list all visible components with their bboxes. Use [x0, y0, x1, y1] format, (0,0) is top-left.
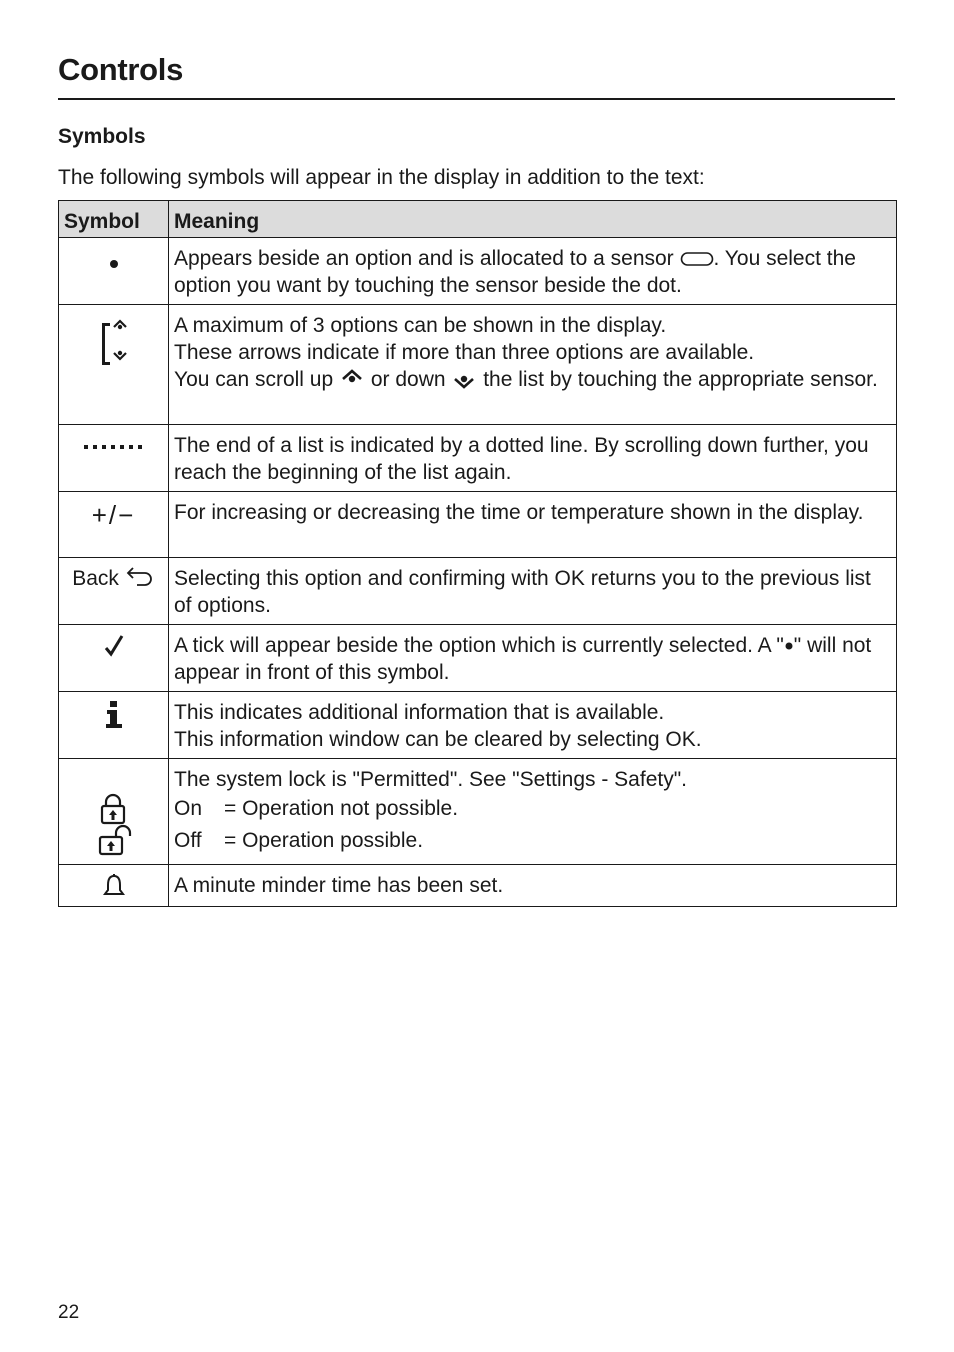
table-row	[59, 492, 897, 558]
table-header-row	[59, 201, 897, 238]
option-key: On	[174, 797, 203, 820]
table-row	[59, 865, 897, 907]
meaning-cell: For increasing or decreasing the time or temperature shown in the display.	[169, 492, 897, 558]
meaning-cell	[169, 759, 897, 865]
tick-icon	[103, 633, 125, 659]
meaning-cell	[169, 238, 897, 305]
meaning-cell: The end of a list is indicated by a dotted line. By scrolling down further, you reach the beginning of the list again.	[169, 425, 897, 492]
lock-option-off	[174, 825, 891, 857]
table-row	[59, 625, 897, 692]
meaning-line: This information window can be cleared by selecting OK.	[174, 728, 702, 751]
symbol-cell	[59, 692, 169, 759]
info-icon	[104, 700, 124, 730]
symbols-table	[58, 200, 897, 907]
dot-icon	[784, 640, 794, 652]
plus-minus-symbol: +/−	[91, 500, 136, 530]
meaning-text-a: Appears beside an option and is allocated to a sensor	[174, 247, 680, 270]
symbol-cell	[59, 425, 169, 492]
table-row	[59, 305, 897, 425]
page-number: 22	[58, 1302, 80, 1323]
table-row	[59, 425, 897, 492]
symbol-cell	[59, 238, 169, 305]
page-title: Controls	[58, 52, 184, 87]
scroll-up-icon	[339, 369, 365, 391]
back-label: Back	[72, 567, 119, 590]
bell-icon	[101, 873, 127, 899]
table-row	[59, 238, 897, 305]
table-row	[59, 558, 897, 625]
header-symbol: Symbol	[59, 201, 169, 238]
dot-icon	[108, 258, 120, 270]
scroll-text-c: the list by touching the appropriate sensor.	[477, 368, 878, 391]
dotted-line-icon	[83, 443, 145, 451]
symbol-cell	[59, 865, 169, 907]
intro-text: The following symbols will appear in the display in addition to the text:	[58, 166, 705, 189]
scroll-arrows-icon	[94, 315, 134, 369]
meaning-text-b: . You select the option you want by touching the sensor beside the dot.	[174, 247, 856, 297]
title-divider	[58, 98, 895, 100]
meaning-cell: Selecting this option and confirming with OK returns you to the previous list of options.	[169, 558, 897, 625]
option-value: = Operation not possible.	[224, 797, 459, 820]
symbol-cell	[59, 625, 169, 692]
sensor-icon	[680, 250, 714, 268]
meaning-cell	[169, 305, 897, 425]
option-key: Off	[174, 829, 202, 852]
meaning-line: These arrows indicate if more than three options are available.	[174, 341, 755, 364]
meaning-text-a: A tick will appear beside the option which is currently selected. A "	[174, 634, 784, 657]
section-heading: Symbols	[58, 125, 146, 148]
meaning-text-b: " will not appear in front of this symbol.	[174, 634, 872, 684]
meaning-line: The system lock is "Permitted". See "Settings - Safety".	[174, 768, 688, 791]
lock-icon	[94, 793, 134, 857]
meaning-cell	[169, 625, 897, 692]
scroll-down-icon	[451, 369, 477, 391]
back-arrow-icon	[125, 565, 155, 589]
meaning-cell: A minute minder time has been set.	[169, 865, 897, 907]
lock-option-on	[174, 793, 891, 825]
table-row	[59, 759, 897, 865]
symbol-cell	[59, 305, 169, 425]
meaning-line: A maximum of 3 options can be shown in the display.	[174, 314, 667, 337]
symbol-cell	[59, 558, 169, 625]
table-row	[59, 692, 897, 759]
option-value: = Operation possible.	[224, 829, 424, 852]
meaning-line	[174, 366, 891, 393]
scroll-text-a: You can scroll up	[174, 368, 339, 391]
meaning-line: This indicates additional information that is available.	[174, 701, 665, 724]
symbol-cell	[59, 759, 169, 865]
scroll-text-b: or down	[365, 368, 452, 391]
header-meaning: Meaning	[169, 201, 897, 238]
meaning-cell	[169, 692, 897, 759]
symbol-cell	[59, 492, 169, 558]
